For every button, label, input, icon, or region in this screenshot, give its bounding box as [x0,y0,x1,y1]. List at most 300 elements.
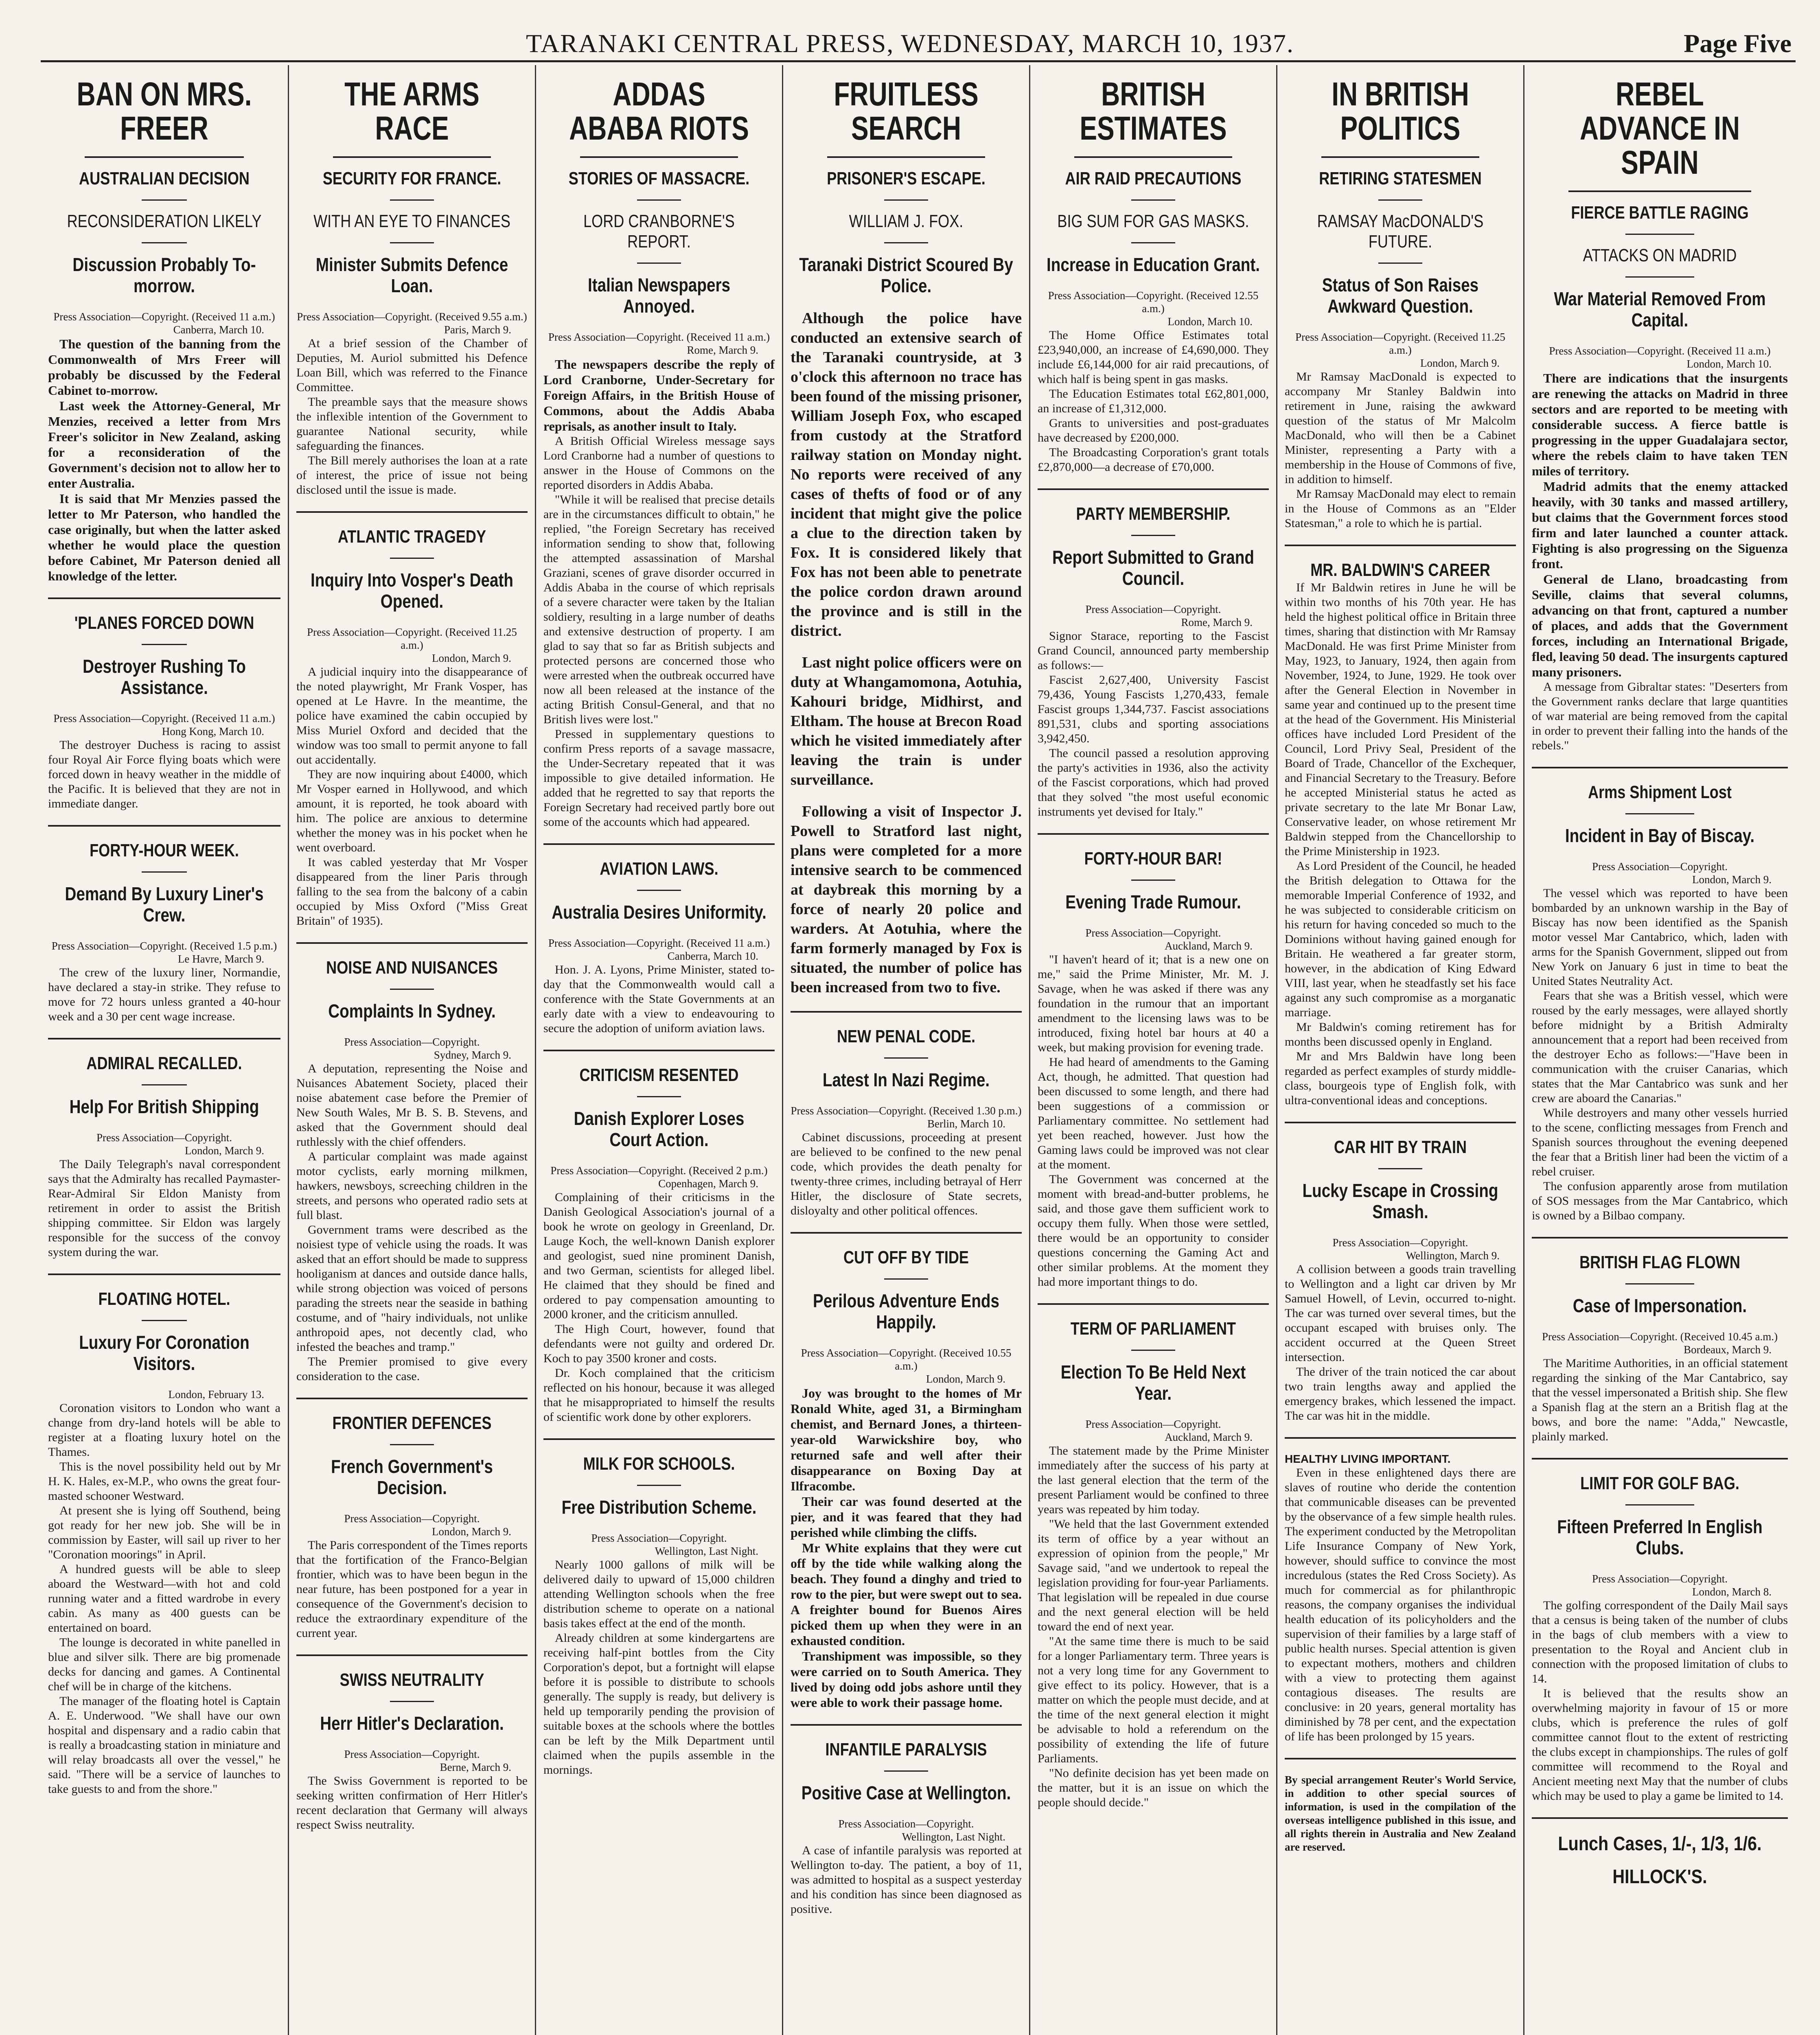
dateline: Auckland, March 9. [1165,940,1253,952]
paragraph: The driver of the train noticed the car about two train lengths away and applied the emergency brakes, which lessened the impact. The car was hit in the middle. [1285,1365,1516,1422]
main-headline: REBEL ADVANCE IN SPAIN [1579,76,1740,181]
credit-line [1532,1330,1788,1356]
paragraph: Mr Ramsay MacDonald is expected to accompany Mr Stanley Baldwin into retirement in June, raising the awkward question of the status of Mr Malcolm MacDonald, who will then be a Cabinet Minister, representing a Party with a membership in the House of Commons of five, in addition to himself. [1285,370,1516,486]
column-1 [41,65,288,2035]
subheading: Herr Hitler's Declaration. [320,1713,504,1734]
dateline: Canberra, March 10. [173,324,264,336]
subheading: Free Distribution Scheme. [561,1497,757,1518]
rule [1131,535,1175,536]
rule [1285,545,1516,546]
rule [142,644,187,645]
rule [1532,1458,1788,1460]
credit-line [1038,603,1269,629]
rule [1285,1122,1516,1123]
section-heading: AVIATION LAWS. [600,859,718,879]
dateline: Hong Kong, March 10. [162,725,264,737]
dateline: Bordeaux, March 9. [1684,1344,1772,1356]
paragraph: Hon. J. A. Lyons, Prime Minister, stated to-day that the Commonwealth would call a conference with the State Governments at an early date with a view to endeavouring to secure the adoption of uniform aviation laws. [543,963,775,1035]
column-3 [535,65,782,2035]
agency-credit: Press Association—Copyright. (Received 10.55 a.m.) [801,1347,1012,1372]
subheading: Taranaki District Scoured By Police. [799,254,1013,296]
section-heading: RETIRING STATESMEN [1319,168,1482,188]
credit-line [543,330,775,357]
advertiser-name: HILLOCK'S. [1612,1866,1707,1888]
subheading: Complaints In Sydney. [328,1000,496,1022]
rule [390,199,434,201]
paragraph: The golfing correspondent of the Daily Mail says that a census is being taken of the number of clubs in the bags of club members with a view to presentation to the Royal and Ancient club in connection with the proposed limitation of clubs to 14. [1532,1599,1788,1685]
lead-paragraph: It is said that Mr Menzies passed the letter to Mr Paterson, who handled the case originally, but when the latter asked whether he would place the question before Cabinet, Mr Paterson denied all knowledge of the letter. [48,491,280,583]
paragraph: While destroyers and many other vessels hurried to the scene, conflicting messages from French and Spanish sources throughout the evening deepened the fear that a British liner had been the victim of a rebel cruiser. [1532,1106,1788,1178]
lead-paragraph: General de Llano, broadcasting from Seville, claims that several columns, advancing on that front, captured a number of places, and adds that the Government forces, including an International Brigade, fled, leaving 50 dead. The insurgents captured many prisoners. [1532,572,1788,679]
rule [1532,767,1788,768]
paragraph: The statement made by the Prime Minister immediately after the success of his party at the last general election that the term of the present Parliament would be confined to three years was repeated by him today. [1038,1444,1269,1516]
paragraph: A particular complaint was made against motor cyclists, early morning milkmen, hawkers, newsboys, screeching children in the streets, and persons who operated radio sets at full blast. [296,1150,528,1222]
article [1038,1303,1269,1810]
paragraph: The confusion apparently arose from mutilation of SOS messages from the Mar Cantabrico, which is owned by a Bilbao company. [1532,1179,1788,1222]
dateline: London, March 9. [1420,357,1500,369]
section-heading: NEW PENAL CODE. [837,1026,976,1046]
credit-line [791,1817,1022,1843]
credit-line [48,1388,280,1401]
rule [1378,263,1422,264]
credit-line [48,939,280,965]
credit-line [543,1164,775,1190]
paragraph: "While it will be realised that precise details are in the circumstances difficult to obtain," he replied, "the Foreign Secretary has received information sending to show that, following the attempted assassination of Marshal Graziani, scenes of grave disorder occurred in Addis Ababa in the course of which reprisals of a severe character were taken by the Italian soldiery, resulting in a large number of deaths and extensive destruction of property. I am glad to say that so far as British subjects and protected persons are concerned those who were arrested when the outbreak occurred have now all been released at the instance of the acting British Consul-General, and that no British lives were lost." [543,493,775,726]
article [48,1038,280,1260]
subheading: War Material Removed From Capital. [1554,288,1766,330]
rule [1532,1237,1788,1239]
paragraph: The council passed a resolution approving the party's activities in 1936, also the activity of the Fascist corporations, which had proved that they solved "the most useful economic instruments yet devised for Italy." [1038,746,1269,818]
paragraph: At present she is lying off Southend, being got ready for her new job. She will be in commission by Easter, will sail up river to her "Coronation moorings" in April. [48,1504,280,1561]
rule [390,242,434,243]
paragraph: As Lord President of the Council, he headed the British delegation to Ottawa for the memorable Imperial Conference of 1932, and he was subjected to considerable criticism on his return for having conceded so much to the Dominions without having gained enough for Britain. He weathered a far greater storm, however, in the abdication of King Edward VIII, last year, when he steadfastly set his face against any such compromise as a morganatic marriage. [1285,859,1516,1019]
lead-paragraph: Their car was found deserted at the pier, and it was feared that they had perished while climbing the cliffs. [791,1494,1022,1540]
rule [884,1057,928,1059]
dateline: London, March 9. [1692,873,1772,886]
subheading: Lucky Escape in Crossing Smash. [1302,1180,1498,1222]
dateline: Copenhagen, March 9. [658,1177,758,1190]
subheading: Destroyer Rushing To Assistance. [83,656,246,698]
paragraph: Mr Baldwin's coming retirement has for months been discussed openly in England. [1285,1020,1516,1048]
paragraph: The Government was concerned at the moment with bread-and-butter problems, he said, and those gave them sufficient work to occupy them fully. When those were settled, there would be an opportunity to consider questions concerning the Gaming Act and other similar problems. At the moment they had more important things to do. [1038,1173,1269,1289]
rule [791,1232,1022,1234]
agency-credit: Press Association—Copyright. [1592,1573,1728,1585]
paragraph: A judicial inquiry into the disappearance of the noted playwright, Mr Frank Vosper, has opened at Le Havre. In the meantime, the police have examined the cabin occupied by Miss Muriel Oxford and decided that the window was too small to permit anyone to fall out accidentally. [296,665,528,766]
rule [390,989,434,990]
article [296,942,528,1384]
paragraph: Fascist 2,627,400, University Fascist 79,436, Young Fascists 1,270,433, female Fascist groups 1,344,737. Fascist associations 891,531, clubs and sporting associations 3,942,450. [1038,673,1269,745]
article [791,1232,1022,1710]
article [791,77,1022,997]
agency-credit: Press Association—Copyright. (Received 11 a.m.) [53,712,275,724]
paragraph: Coronation visitors to London who want a change from dry-land hotels will be able to register at a floating luxury hotel on the Thames. [48,1401,280,1459]
paragraph: "At the same time there is much to be said for a longer Parliamentary term. Three years is not a very long time for any Government to give effect to its policy. However, that is a matter on which the people must decide, and at the time of the next general election it might be advisable to hold a referendum on the possibility of extending the life of future Parliaments. [1038,1635,1269,1765]
paragraph: If Mr Baldwin retires in June he will be within two months of his 70th year. He has held the highest political office in Britain three times, sharing that distinction with Mr Ramsay MacDonald. He was first Prime Minister from May, 1923, to January, 1924, then again from November, 1924, to June, 1929. He took over after the General Election in November in same year and continued up to the present time at the head of the Government. His Ministerial offices have included Lord President of the Council, Lord Privy Seal, President of the Board of Trade, Chancellor of the Exchequer, and Financial Secretary to the Treasury. Before he accepted Ministerial status he acted as private secretary to the late Mr Bonar Law, Conservative leader, on whose retirement Mr Baldwin stepped from the Chancellorship to the Prime Ministership in 1923. [1285,581,1516,858]
article [543,77,775,829]
lead-paragraph: Mr White explains that they were cut off by the tide while walking along the beach. They found a dinghy and tried to row to the pier, but were swept out to sea. A freighter bound for Buenos Aires picked them up when they were in an exhausted condition. [791,1540,1022,1648]
reuters-notice: By special arrangement Reuter's World Service, in addition to other special sources of information, is used in the compilation of the overseas intelligence published in this issue, and all rights therein in Australia and New Zealand are reserved. [1285,1774,1516,1853]
dateline: Wellington, Last Night. [902,1831,1005,1843]
dateline: London, March 9. [185,1144,264,1157]
article [1285,1437,1516,1744]
rule [884,242,928,243]
section-heading: FLOATING HOTEL. [98,1289,230,1309]
agency-credit: Press Association—Copyright. [1592,860,1728,873]
subheading: Increase in Education Grant. [1047,254,1260,275]
section-heading: CAR HIT BY TRAIN [1334,1137,1467,1157]
rule [791,1011,1022,1013]
rule [296,511,528,513]
section-heading: ATLANTIC TRAGEDY [337,527,486,547]
secondary-heading: RAMSAY MacDONALD'S FUTURE. [1317,211,1484,252]
subheading: Perilous Adventure Ends Happily. [813,1290,1000,1333]
paragraph: Complaining of their criticisms in the Danish Geological Association's journal of a book he wrote on geology in Greenland, Dr. Lauge Koch, the well-known Danish explorer and geologist, sued nine prominent Danish, and two German, scientists for alleged libel. He claimed that they should be fined and ordered to pay compensation amounting to 2000 kroner, and the criticism annulled. [543,1190,775,1321]
article [1532,1458,1788,1803]
subheading: Danish Explorer Loses Court Action. [574,1108,745,1150]
dateline: Sydney, March 9. [434,1049,511,1061]
agency-credit: Press Association—Copyright. (Received 10.45 a.m.) [1542,1330,1778,1343]
lead-paragraph: Joy was brought to the homes of Mr Ronald White, aged 31, a Birmingham chemist, and Bernard Jones, a thirteen-year-old Warwickshire boy, who returned safe and well after their disappearance on Boxing Day at Ilfracombe. [791,1386,1022,1493]
rule [142,1084,187,1085]
masthead-rule [41,60,1796,62]
newspaper-columns [41,65,1795,2035]
article [1285,545,1516,1108]
paragraph: A British Official Wireless message says Lord Cranborne had a number of questions to answer in the House of Commons on the reported disorders in Addis Ababa. [543,434,775,492]
rule [1285,1758,1516,1759]
rule [1378,1168,1422,1169]
paragraph: Fears that she was a British vessel, which were roused by the early messages, were allayed shortly before midnight by a British Admiralty announcement that a report had been received from the destroyer Echo as follows:—"Have been in communication with the cruiser Canarias, which states that the Mar Cantabrico was sunk and her crew are aboard the Canarias." [1532,989,1788,1105]
dateline: Rome, March 9. [1181,616,1253,628]
section-heading: MILK FOR SCHOOLS. [583,1454,735,1474]
section-heading: AUSTRALIAN DECISION [79,168,250,188]
article [296,1398,528,1641]
rule [1285,1437,1516,1439]
dateline: Berlin, March 10. [927,1118,1005,1130]
credit-line [296,626,528,665]
paragraph: The vessel which was reported to have been bombarded by an unknown warship in the Bay of Biscay has now been identified as the Spanish motor vessel Mar Cantabrico, which, laden with arms for the Spanish Government, slipped out from New York on January 6 just in time to beat the United States Neutrality Act. [1532,886,1788,988]
article [296,77,528,497]
rule [1131,199,1175,201]
agency-credit: Press Association—Copyright. (Received 11 a.m.) [548,937,770,949]
section-heading: SECURITY FOR FRANCE. [322,168,502,188]
article [1532,1237,1788,1444]
subheading: Case of Impersonation. [1573,1295,1747,1316]
article [1532,767,1788,1223]
subheading: Luxury For Coronation Visitors. [79,1332,250,1374]
paragraph: Mr Ramsay MacDonald may elect to remain in the House of Commons as an "Elder Statesman," a role to which he is partial. [1285,487,1516,530]
paragraph: Government trams were described as the noisiest type of vehicle using the roads. It was asked that an effort should be made to suppress hooliganism at dances and outside dance halls, while strong objection was voiced of persons parading the streets near the seaside in bathing costume, and of "hairy individuals, not unlike anthropoid apes, not decently clad, who infested the beaches and tramp." [296,1223,528,1354]
credit-line [48,310,280,336]
paragraph: Grants to universities and post-graduates have decreased by £200,000. [1038,416,1269,444]
paragraph: The Premier promised to give every consideration to the case. [296,1355,528,1383]
article [296,511,528,928]
agency-credit: Press Association—Copyright. [591,1532,727,1544]
subheading: Fifteen Preferred In English Clubs. [1557,1516,1763,1558]
dateline: London, February 13. [168,1388,264,1400]
paragraph: Pressed in supplementary questions to confirm Press reports of a savage massacre, the Under-Secretary repeated that it was impossible to give detailed information. He added that he regretted to say that reports the Foreign Secretary had received partly bore out some of the accounts which had appeared. [543,727,775,829]
rule [1625,1504,1694,1505]
rule [142,242,187,243]
rule [1038,833,1269,835]
masthead-title: TARANAKI CENTRAL PRESS, WEDNESDAY, MARCH 10, 1937. [526,29,1294,58]
paragraph: The Daily Telegraph's naval correspondent says that the Admiralty has recalled Paymaster-Rear-Admiral Sir Eldon Manisty from retirement in order to assist the British shipping committee. Sir Eldon was largely responsible for the success of the convoy system during the war. [48,1158,280,1259]
section-heading: FORTY-HOUR BAR! [1084,849,1222,869]
agency-credit: Press Association—Copyright. [344,1512,480,1525]
section-heading: CUT OFF BY TIDE [843,1247,969,1267]
secondary-heading: ATTACKS ON MADRID [1583,245,1737,265]
subheading: Incident in Bay of Biscay. [1565,825,1755,846]
paragraph: A message from Gibraltar states: "Deserters from the Government ranks declare that large quantities of war material are being removed from the capital in order to prevent their falling into the hands of the rebels." [1532,680,1788,752]
section-heading: PRISONER'S ESCAPE. [827,168,986,188]
agency-credit: Press Association—Copyright. (Received 11 a.m.) [1549,345,1771,357]
secondary-heading: WITH AN EYE TO FINANCES [313,211,510,231]
agency-credit: Press Association—Copyright. [96,1131,232,1144]
agency-credit: Press Association—Copyright. [344,1036,480,1048]
column-2 [288,65,535,2035]
credit-line [1038,289,1269,328]
rule [1625,276,1694,278]
rule [637,1096,681,1097]
article [1285,77,1516,531]
paragraph: Nearly 1000 gallons of milk will be delivered daily to upward of 15,000 children attending Wellington schools when the free distribution scheme to operate on a national basis takes effect at the end of the month. [543,1558,775,1630]
credit-line [296,1512,528,1538]
rule [637,263,681,264]
subheading: Italian Newspapers Annoyed. [587,274,731,317]
secondary-heading: RECONSIDERATION LIKELY [67,211,262,231]
rule [543,1438,775,1440]
paragraph: It is believed that the results show an overwhelming majority in favour of 15 or more clubs, which is preference the rules of golf committee cannot flout to the extent of restricting the clubs except in championships. The rules of golf committee will recommend to the Royal and Ancient meeting next May that the number of clubs which may be used to play a game be limited to 14. [1532,1687,1788,1803]
paragraph: At a brief session of the Chamber of Deputies, M. Auriol submitted his Defence Loan Bill, which was referred to the Finance Committee. [296,337,528,394]
agency-credit: Press Association—Copyright. (Received 9.55 a.m.) [297,311,527,323]
paragraph: The destroyer Duchess is racing to assist four Royal Air Force flying boats which were forced down in heavy weather in the middle of the Pacific. It is believed that they are not in immediate danger. [48,738,280,810]
rule [48,1038,280,1039]
section-heading: TERM OF PARLIAMENT [1070,1319,1236,1339]
main-headline: FRUITLESS SEARCH [834,76,979,147]
section-heading: CRITICISM RESENTED [579,1065,739,1085]
credit-line [1532,860,1788,886]
column-4 [782,65,1029,2035]
rule [1038,488,1269,490]
lead-paragraph: The question of the banning from the Commonwealth of Mrs Freer will probably be discussed by the Federal Cabinet to-morrow. [48,337,280,398]
rule [390,558,434,559]
section-heading: AIR RAID PRECAUTIONS [1065,168,1242,188]
section-heading: FIERCE BATTLE RAGING [1571,203,1749,223]
rule [48,597,280,599]
paragraph: A hundred guests will be able to sleep aboard the Westward—with hot and cold running water and a fitted wardrobe in every cabin. As many as 400 guests can be entertained on board. [48,1562,280,1635]
main-headline: ADDAS ABABA RIOTS [569,76,749,147]
credit-line [543,1532,775,1558]
subheading: Australia Desires Uniformity. [552,902,767,923]
paragraph: The Bill merely authorises the loan at a rate of interest, the price of issue not being disclosed until the issue is made. [296,454,528,497]
agency-credit: Press Association—Copyright. [344,1748,480,1760]
paragraph: A case of infantile paralysis was reported at Wellington to-day. The patient, a boy of 11, was admitted to hospital as a suspect yesterday and his condition has since been diagnosed as positive. [791,1844,1022,1916]
dateline: Wellington, Last Night. [655,1545,758,1557]
rule [1074,156,1232,158]
agency-credit: Press Association—Copyright. [1085,927,1221,939]
credit-line [48,712,280,738]
credit-line [296,310,528,336]
credit-line [296,1035,528,1061]
credit-line [1285,1236,1516,1262]
rule [884,1770,928,1772]
lead-paragraph: Last night police officers were on duty at Whangamomona, Aotuhia, Kahouri bridge, Midhirst, and Eltham. The house at Brecon Road which he visited immediately after leaving the train is under surveillance. [791,654,1022,788]
main-headline: BRITISH ESTIMATES [1080,76,1227,147]
article [48,77,280,584]
paragraph: The High Court, however, found that defendants were not guilty and ordered Dr. Koch to pay 3500 kroner and costs. [543,1322,775,1365]
rule [142,871,187,873]
rule [1625,1283,1694,1284]
credit-line [1532,344,1788,370]
secondary-heading: BIG SUM FOR GAS MASKS. [1057,211,1249,231]
credit-line [296,1748,528,1774]
subheading: French Government's Decision. [331,1456,493,1498]
article [1038,77,1269,475]
article [543,1050,775,1424]
rule [390,1444,434,1445]
article [48,597,280,811]
paragraph: The Education Estimates total £62,801,000, an increase of £1,312,000. [1038,387,1269,415]
credit-line [791,1104,1022,1130]
dateline: London, March 8. [1692,1586,1772,1598]
dateline: London, March 9. [432,652,511,664]
column-5 [1029,65,1276,2035]
main-headline: THE ARMS RACE [344,76,480,147]
paragraph: "No definite decision has yet been made on the matter, but it is an issue on which the people should decide." [1038,1766,1269,1809]
paragraph: The Home Office Estimates total £23,940,000, an increase of £4,690,000. They include £6,144,000 for air raid precautions, of which half is being spent in gas masks. [1038,328,1269,386]
paragraph: "We held that the last Government extended its term of office by a year without an expression of opinion from the people," Mr Savage said, "and we undertook to repeal the legislation providing for four-year Parliaments. That legislation will be repealed in due course and the next general election will be held toward the end of next year. [1038,1517,1269,1633]
dateline: Berne, March 9. [440,1761,511,1773]
article [1285,1122,1516,1423]
rule [390,1701,434,1702]
rule [296,1398,528,1399]
paragraph: Cabinet discussions, proceeding at present are believed to be confined to the new penal code, which provides the death penalty for twenty-three crimes, including betrayal of Herr Hitler, the disclosure of State secrets, disloyalty and other political offences. [791,1131,1022,1217]
article [791,1724,1022,1917]
masthead [0,0,1820,57]
rule [543,1050,775,1051]
rule [333,156,491,158]
rule [1378,199,1422,201]
credit-line [1038,1418,1269,1444]
dateline: Canberra, March 10. [667,950,758,962]
paragraph: Even in these enlightened days there are slaves of routine who deride the contention that communicable diseases can be prevented by the observance of a few simple health rules. The experiment conducted by the Metropolitan Life Insurance Company of New York, however, should suffice to convince the most incredulous (states the Red Cross Society). As much for commercial as for philanthropic reasons, the company organises the individual health education of its policyholders and the supervision of their families by a large staff of public health nurses. Special attention is given to expectant mothers, mothers and children with a view to protecting them against contagious diseases. The results are conclusive: in 20 years, general mortality has diminished by 78 per cent, and the expectation of life has been prolonged by 15 years. [1285,1466,1516,1743]
article [1038,833,1269,1289]
article [296,1654,528,1832]
article [48,825,280,1024]
lead-paragraph: Last week the Attorney-General, Mr Menzies, received a letter from Mrs Freer's solicitor in New Zealand, asking for a reconsideration of the Government's decision not to allow her to enter Australia. [48,398,280,490]
paragraph: A deputation, representing the Noise and Nuisances Abatement Society, placed their noise abatement case before the Premier of New South Wales, Mr B. S. B. Stevens, and asked that the Government should deal ruthlessly with the chief offenders. [296,1062,528,1149]
dateline: London, March 9. [432,1525,511,1538]
paragraph: He had heard of amendments to the Gaming Act, though, he admitted. That question had been discussed to some length, and there had been suggestions of a commission or Parliamentary committee. No settlement had yet been reached, however. Just how the Gaming laws could be improved was not clear at the moment. [1038,1055,1269,1171]
agency-credit: Press Association—Copyright. [1085,1418,1221,1430]
subheading: Help For British Shipping [69,1096,259,1117]
agency-credit: Press Association—Copyright. (Received 11 a.m.) [548,331,770,343]
paragraph: This is the novel possibility held out by Mr H. K. Hales, ex-M.P., who owns the great four-masted schooner Westward. [48,1460,280,1503]
section-heading: FORTY-HOUR WEEK. [90,840,239,860]
paragraph: The lounge is decorated in white panelled in blue and silver silk. There are big promenade decks for dancing and games. A Continental chef will be in charge of the kitchens. [48,1636,280,1693]
rule [1568,190,1751,192]
dateline: Auckland, March 9. [1165,1431,1253,1443]
subheading: Status of Son Raises Awkward Question. [1322,274,1479,317]
rule [827,156,985,158]
article [791,1011,1022,1218]
paragraph: "I haven't heard of it; that is a new one on me," said the Prime Minister, Mr. M. J. Savage, when he was asked if there was any foundation in the rumour that an important amendment to the licensing laws was to be introduced, fixing hotel bar hours at 40 a week, but making provision for evening trade. [1038,953,1269,1054]
rule [1321,156,1479,158]
paragraph: The Maritime Authorities, in an official statement regarding the sinking of the Mar Cantabrico, say that the vessel impersonated a British ship. She flew a Spanish flag at the stern an a British flag at the bows, and bore the name: "Adda," Newcastle, plainly marked. [1532,1357,1788,1443]
run-in-heading: HEALTHY LIVING IMPORTANT. [1285,1453,1451,1465]
main-headline: BAN ON MRS. FREER [77,76,252,147]
rule [1625,234,1694,235]
paragraph: They are now inquiring about £4000, which Mr Vosper earned in Hollywood, and which amount, it is reported, he took aboard with him. The police are anxious to determine whether the money was in his pocket when he went overboard. [296,768,528,854]
rule [1131,1350,1175,1351]
section-heading: Arms Shipment Lost [1588,782,1732,802]
dateline: Wellington, March 9. [1406,1249,1500,1262]
agency-credit: Press Association—Copyright. [1332,1236,1468,1249]
article [48,1274,280,1796]
agency-credit: Press Association—Copyright. (Received 1.5 p.m.) [51,940,277,952]
agency-credit: Press Association—Copyright. (Received 1.30 p.m.) [791,1105,1022,1117]
agency-credit: Press Association—Copyright. [838,1818,974,1830]
rule [296,942,528,944]
lead-paragraph: The newspapers describe the reply of Lord Cranborne, Under-Secretary for Foreign Affairs, in the British House of Commons, about the Addis Ababa reprisals, as another insult to Italy. [543,357,775,433]
subheading: Report Submitted to Grand Council. [1052,547,1254,589]
main-headline: IN BRITISH POLITICS [1332,76,1469,147]
agency-credit: Press Association—Copyright. (Received 11.25 a.m.) [307,626,517,651]
paragraph: Signor Starace, reporting to the Fascist Grand Council, announced party membership as follows:— [1038,629,1269,672]
subheading: Latest In Nazi Regime. [822,1069,990,1090]
paragraph: The manager of the floating hotel is Captain A. E. Underwood. "We shall have our own hospital and dispensary and a radio cabin that is really a broadcasting station in miniature and will relay broadcasts all over the vessel," he said. "There will be a service of launches to take guests to and from the shore." [48,1694,280,1796]
lead-paragraph: Following a visit of Inspector J. Powell to Stratford last night, plans were completed for a more intensive search to be commenced at daybreak this morning by a force of nearly 20 police and warders. At Aotuhia, where the farm formerly managed by Fox is situated, the number of police has been increased from two to five. [791,803,1022,996]
agency-credit: Press Association—Copyright. (Received 11 a.m.) [53,311,275,323]
agency-credit: Press Association—Copyright. [1085,603,1221,615]
rule [1532,1817,1788,1819]
section-heading: SWISS NEUTRALITY [339,1670,484,1690]
rule [296,1654,528,1656]
paragraph: The preamble says that the measure shows the inflexible intention of the Government to guarantee National security, while safeguarding the finances. [296,395,528,453]
rule [543,843,775,845]
rule [884,199,928,201]
paragraph: The Broadcasting Corporation's grant totals £2,870,000—a decrease of £70,000. [1038,446,1269,474]
dateline: London, March 10. [1686,358,1772,370]
rule [1038,1303,1269,1305]
subheading: Positive Case at Wellington. [801,1782,1011,1803]
credit-line [1532,1572,1788,1598]
lead-paragraph: Although the police have conducted an extensive search of the Taranaki countryside, at 3 o'clock this afternoon no trace has been found of the missing prisoner, William Joseph Fox, who escaped from custody at the Stratford railway station on Monday night. No reports were received of any cases of thefts of food or of any incident that might give the police a clue to the direction taken by Fox. It is considered likely that Fox has not been able to penetrate the police cordon drawn around the province and is still in the district. [791,310,1022,639]
paragraph: A collision between a goods train travelling to Wellington and a light car driven by Mr Samuel Howell, of Levin, occurred to-night. The car was turned over several times, but the occupant escaped with bruises only. The accident occurred at the Queen Street intersection. [1285,1263,1516,1364]
rule [637,890,681,891]
page-number: Page Five [1684,29,1792,58]
article [1038,488,1269,819]
subheading: Minister Submits Defence Loan. [315,254,508,296]
subheading: Evening Trade Rumour. [1065,891,1241,912]
section-heading: LIMIT FOR GOLF BAG. [1580,1473,1739,1493]
dateline: London, March 10. [1167,315,1253,328]
section-heading: ADMIRAL RECALLED. [86,1053,242,1073]
column-6 [1276,65,1523,2035]
lead-paragraph: Transhipment was impossible, so they were carried on to South America. They lived by doing odd jobs ashore until they were able to work their passage home. [791,1649,1022,1710]
section-heading: STORIES OF MASSACRE. [568,168,750,188]
credit-line [791,1346,1022,1385]
paragraph: It was cabled yesterday that Mr Vosper disappeared from the liner Paris through falling to the sea from the balcony of a cabin occupied by Miss Oxford ("Miss Great Britain" of 1935). [296,856,528,928]
section-heading: 'PLANES FORCED DOWN [74,613,254,633]
paragraph: The Swiss Government is reported to be seeking written confirmation of Herr Hitler's recent declaration that Germany will always respect Swiss neutrality. [296,1774,528,1831]
credit-line [543,937,775,963]
lead-paragraph: Madrid admits that the enemy attacked heavily, with 30 tanks and massed artillery, but claims that the Government forces stood firm and later launched a counter attack. Fighting is also progressing on the Siguenza front. [1532,479,1788,571]
rule [1625,813,1694,814]
subheading: Demand By Luxury Liner's Crew. [65,883,264,926]
section-heading: NOISE AND NUISANCES [326,958,498,978]
agency-credit: Press Association—Copyright. (Received 2 p.m.) [550,1164,768,1177]
lead-paragraph: There are indications that the insurgents are renewing the attacks on Madrid in three sectors and are reported to be meeting with considerable success. A fierce battle is progressing in the upper Guadalajara sector, where the rebels claim to have taken TEN miles of territory. [1532,371,1788,478]
